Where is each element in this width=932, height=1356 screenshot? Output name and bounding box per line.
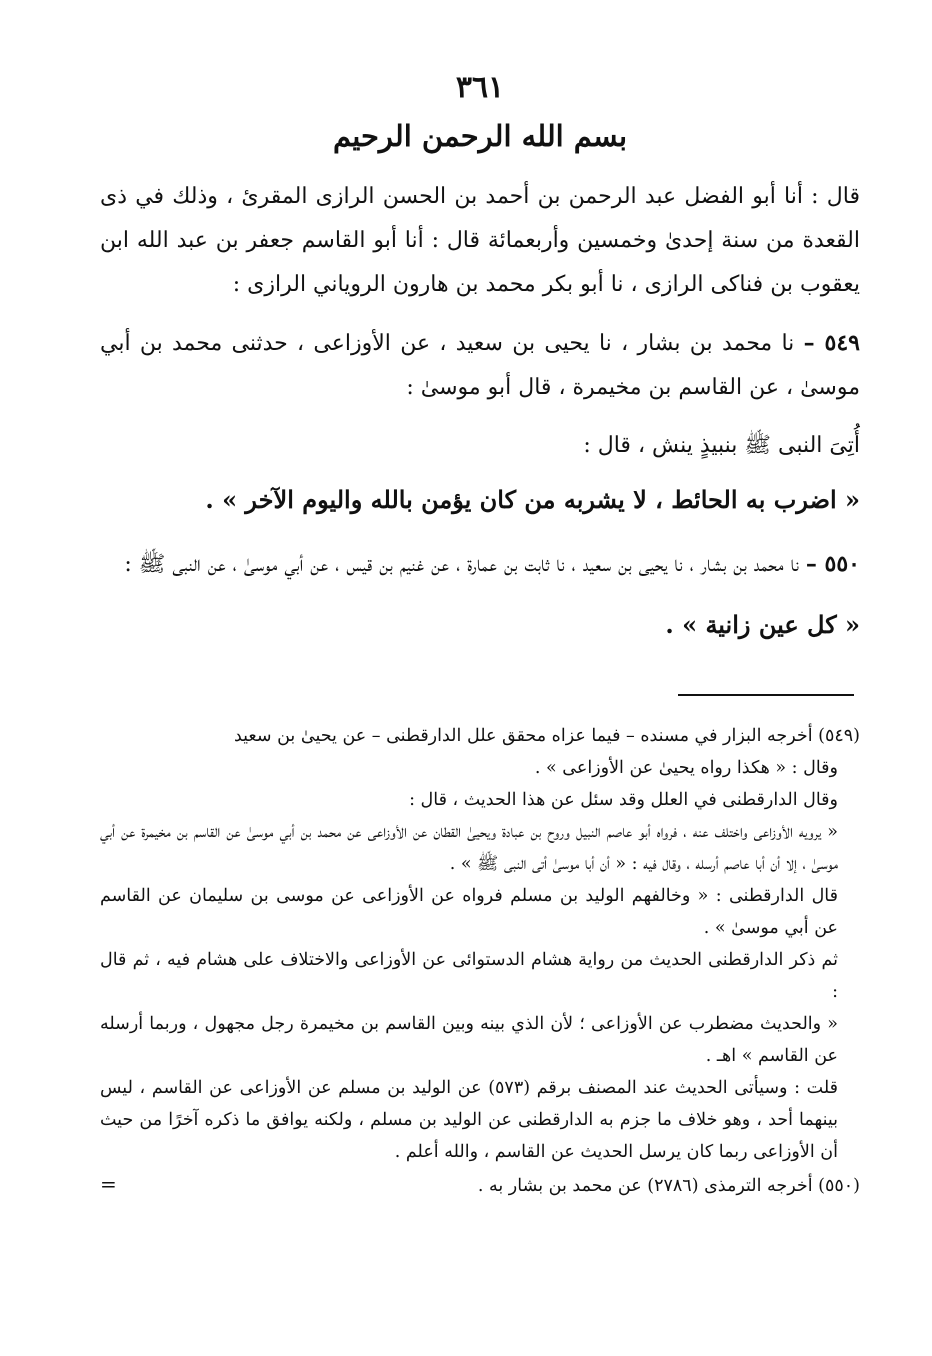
hadith-550-number: ٥٥٠ – [805, 551, 860, 577]
footnote-549-line-3: وقال الدارقطنى في العلل وقد سئل عن هذا الحديث ، قال : [409, 790, 838, 810]
hadith-550-quote: « كل عين زانية » . [665, 610, 860, 639]
footnote-549-line-8: قلت : وسيأتى الحديث عند المصنف برقم (٥٧٣) عن الوليد بن مسلم عن الأوزاعى عن القاسم ، ليس بينهما أحد ، وهو خلاف ما جزم به الدارقطنى عن الوليد بن مسلم ، ولكنه يوافق ما ذكره آخرًا من حيث أن الأوزاعى ربما كان يرسل الحديث عن القاسم ، والله أعلم . [100, 1078, 838, 1162]
intro-paragraph: قال : أنا أبو الفضل عبد الرحمن بن أحمد بن الحسن الرازى المقرئ ، وذلك في ذى القعدة من سنة إحدىٰ وخمسين وأربعمائة قال : أنا أبو القاسم جعفر بن عبد الله ابن يعقوب بن فناكى الرازى ، نا أبو بكر محمد بن هارون الروياني الرازى : [100, 184, 860, 297]
main-text [100, 70, 860, 667]
basmala-heading: بسم الله الرحمن الرحيم [332, 119, 628, 153]
footnote-549-line-4: « يرويه الأوزاعى واختلف عنه ، فرواه أبو عاصم النبيل وروح بن عبادة ويحيىٰ القطان عن الأوزاعى عن محمد بن أبي موسىٰ عن القاسم بن مخيمرة عن أبي موسىٰ ، إلا أن أبا عاصم أرسله ، وقال فيه : « أن أبا موسىٰ أتى النبى ﷺ » . [100, 822, 838, 874]
footnote-549-line-6: ثم ذكر الدارقطنى الحديث من رواية هشام الدستوائى عن الأوزاعى والاختلاف على هشام فيه ، ثم قال : [100, 950, 838, 1002]
hadith-549-chain: نا محمد بن بشار ، نا يحيى بن سعيد ، عن الأوزاعى ، حدثنى محمد بن أبي موسىٰ ، عن القاسم بن مخيمرة ، قال أبو موسىٰ : [100, 331, 860, 400]
footnote-549-line-1: (٥٤٩) أخرجه البزار في مسنده – فيما عزاه محقق علل الدارقطنى – عن يحيىٰ بن سعيد [233, 726, 860, 746]
hadith-549-number: ٥٤٩ – [803, 330, 860, 356]
hadith-550-chain: نا محمد بن بشار ، نا يحيى بن سعيد ، نا ثابت بن عمارة ، عن غنيم بن قيس ، عن أبي موسىٰ ، عن النبى ﷺ : [124, 552, 799, 577]
hadith-550-isnad [100, 542, 860, 587]
footnote-549-line-5: قال الدارقطنى : « وخالفهم الوليد بن مسلم فرواه عن الأوزاعى عن موسى بن سليمان عن القاسم عن أبي موسىٰ » . [100, 886, 838, 938]
footnote-549-line-2: وقال : « هكذا رواه يحيىٰ عن الأوزاعى » . [534, 758, 838, 778]
footnote-550: (٥٥٠) أخرجه الترمذى (٢٧٨٦) عن محمد بن بشار به . [477, 1176, 860, 1196]
footnote-divider [678, 694, 854, 696]
continuation-mark: = [100, 1172, 117, 1196]
footnotes [100, 720, 860, 1202]
hadith-549-isnad [100, 321, 860, 410]
footnote-549-line-7: « والحديث مضطرب عن الأوزاعى ؛ لأن الذي بينه وبين القاسم بن مخيمرة رجل مجهول ، وربما أرسله عن القاسم » اهـ . [100, 1014, 838, 1066]
hadith-549-line: أُتِىَ النبى ﷺ بنبيذٍ ينش ، قال : [583, 433, 860, 458]
footnote-550-row [100, 1168, 860, 1202]
hadith-549-quote: « اضرب به الحائط ، لا يشربه من كان يؤمن بالله واليوم الآخر » . [205, 485, 860, 514]
page-number: ٣٦١ [455, 70, 505, 105]
